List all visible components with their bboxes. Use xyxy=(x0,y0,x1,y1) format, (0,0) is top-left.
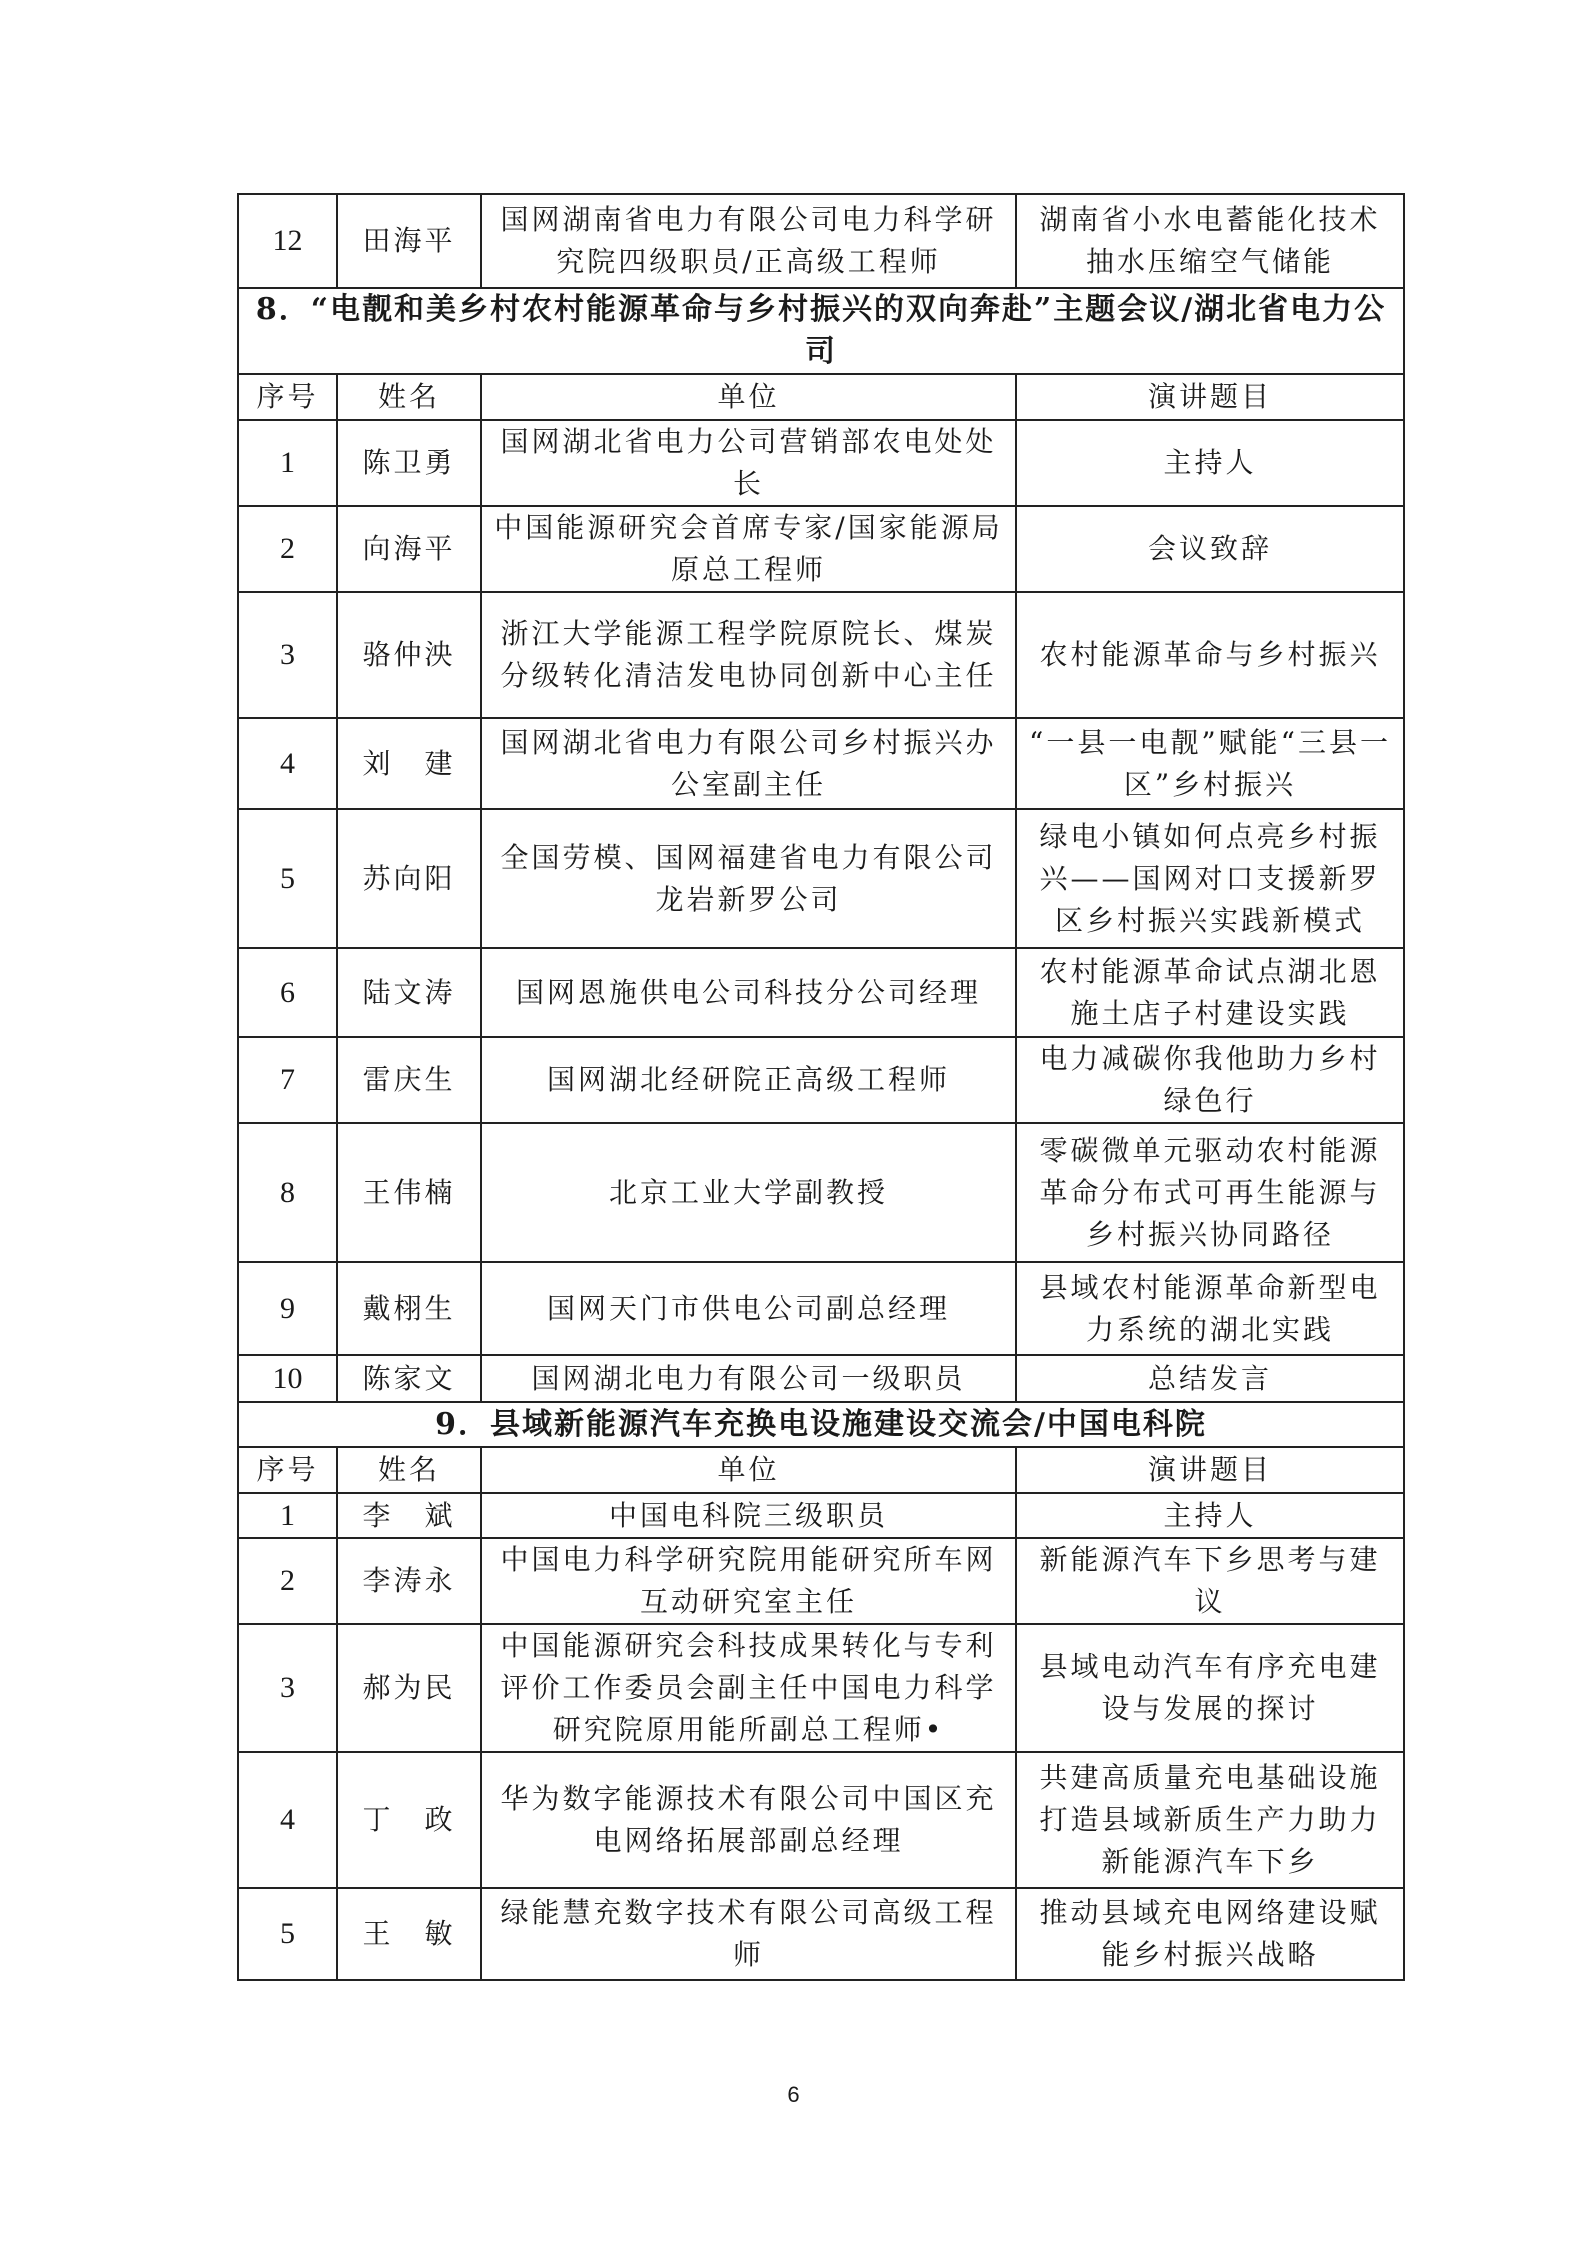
speech-topic: “一县一电靓”赋能“三县一区”乡村振兴 xyxy=(1016,718,1404,809)
row-number: 5 xyxy=(238,809,337,948)
column-header-name: 姓名 xyxy=(337,1447,481,1493)
speaker-name: 陈家文 xyxy=(337,1355,481,1402)
table-row xyxy=(238,1624,1404,1752)
speaker-name: 雷庆生 xyxy=(337,1037,481,1123)
table-row xyxy=(238,1493,1404,1538)
speaker-name: 王伟楠 xyxy=(337,1123,481,1262)
speaker-unit: 国网湖北省电力有限公司乡村振兴办公室副主任 xyxy=(481,718,1016,809)
speaker-name: 郝为民 xyxy=(337,1624,481,1752)
row-number: 9 xyxy=(238,1262,337,1355)
speaker-name: 丁 政 xyxy=(337,1752,481,1888)
section-title: 8．“电靓和美乡村农村能源革命与乡村振兴的双向奔赴”主题会议/湖北省电力公司 xyxy=(238,288,1404,374)
speaker-name: 戴栩生 xyxy=(337,1262,481,1355)
speaker-name: 王 敏 xyxy=(337,1888,481,1980)
speaker-unit: 国网湖北省电力公司营销部农电处处长 xyxy=(481,420,1016,506)
table-row xyxy=(238,194,1404,288)
speaker-unit: 中国电科院三级职员 xyxy=(481,1493,1016,1538)
speech-topic: 县域农村能源革命新型电力系统的湖北实践 xyxy=(1016,1262,1404,1355)
section-title: 9．县域新能源汽车充换电设施建设交流会/中国电科院 xyxy=(238,1402,1404,1447)
row-number: 3 xyxy=(238,592,337,718)
speech-topic: 湖南省小水电蓄能化技术抽水压缩空气储能 xyxy=(1016,194,1404,288)
speaker-unit: 中国能源研究会科技成果转化与专利评价工作委员会副主任中国电力科学研究院原用能所副总工程师• xyxy=(481,1624,1016,1752)
table-row xyxy=(238,948,1404,1037)
speech-topic: 新能源汽车下乡思考与建议 xyxy=(1016,1538,1404,1624)
speaker-unit: 国网湖北经研院正高级工程师 xyxy=(481,1037,1016,1123)
column-header-row xyxy=(238,1447,1404,1493)
row-number: 12 xyxy=(238,194,337,288)
table-row xyxy=(238,1123,1404,1262)
speaker-name: 刘 建 xyxy=(337,718,481,809)
table-body xyxy=(238,194,1404,1980)
speaker-name: 向海平 xyxy=(337,506,481,592)
column-header-unit: 单位 xyxy=(481,1447,1016,1493)
speaker-unit: 北京工业大学副教授 xyxy=(481,1123,1016,1262)
row-number: 4 xyxy=(238,718,337,809)
speech-topic: 总结发言 xyxy=(1016,1355,1404,1402)
speaker-schedule-table xyxy=(237,193,1405,1981)
column-header-no: 序号 xyxy=(238,1447,337,1493)
row-number: 6 xyxy=(238,948,337,1037)
column-header-no: 序号 xyxy=(238,374,337,420)
row-number: 2 xyxy=(238,1538,337,1624)
table-row xyxy=(238,1538,1404,1624)
row-number: 10 xyxy=(238,1355,337,1402)
row-number: 3 xyxy=(238,1624,337,1752)
row-number: 7 xyxy=(238,1037,337,1123)
section-title-row xyxy=(238,1402,1404,1447)
speech-topic: 农村能源革命试点湖北恩施土店子村建设实践 xyxy=(1016,948,1404,1037)
speaker-name: 陆文涛 xyxy=(337,948,481,1037)
speaker-name: 李 斌 xyxy=(337,1493,481,1538)
speech-topic: 共建高质量充电基础设施打造县域新质生产力助力新能源汽车下乡 xyxy=(1016,1752,1404,1888)
table-row xyxy=(238,1355,1404,1402)
column-header-row xyxy=(238,374,1404,420)
speech-topic: 农村能源革命与乡村振兴 xyxy=(1016,592,1404,718)
section-title-row xyxy=(238,288,1404,374)
speech-topic: 绿电小镇如何点亮乡村振兴——国网对口支援新罗区乡村振兴实践新模式 xyxy=(1016,809,1404,948)
column-header-topic: 演讲题目 xyxy=(1016,1447,1404,1493)
speaker-unit: 中国能源研究会首席专家/国家能源局原总工程师 xyxy=(481,506,1016,592)
speech-topic: 推动县域充电网络建设赋能乡村振兴战略 xyxy=(1016,1888,1404,1980)
column-header-topic: 演讲题目 xyxy=(1016,374,1404,420)
table-row xyxy=(238,506,1404,592)
speaker-name: 苏向阳 xyxy=(337,809,481,948)
speech-topic: 零碳微单元驱动农村能源革命分布式可再生能源与乡村振兴协同路径 xyxy=(1016,1123,1404,1262)
table-row xyxy=(238,809,1404,948)
speech-topic: 主持人 xyxy=(1016,1493,1404,1538)
speaker-unit: 华为数字能源技术有限公司中国区充电网络拓展部副总经理 xyxy=(481,1752,1016,1888)
table-row xyxy=(238,718,1404,809)
speaker-name: 骆仲泱 xyxy=(337,592,481,718)
row-number: 5 xyxy=(238,1888,337,1980)
speaker-unit: 中国电力科学研究院用能研究所车网互动研究室主任 xyxy=(481,1538,1016,1624)
row-number: 1 xyxy=(238,420,337,506)
speaker-unit: 国网湖南省电力有限公司电力科学研究院四级职员/正高级工程师 xyxy=(481,194,1016,288)
speaker-name: 田海平 xyxy=(337,194,481,288)
row-number: 1 xyxy=(238,1493,337,1538)
speaker-unit: 全国劳模、国网福建省电力有限公司龙岩新罗公司 xyxy=(481,809,1016,948)
table-row xyxy=(238,420,1404,506)
table-row xyxy=(238,1262,1404,1355)
speaker-unit: 绿能慧充数字技术有限公司高级工程师 xyxy=(481,1888,1016,1980)
speaker-name: 李涛永 xyxy=(337,1538,481,1624)
speech-topic: 县域电动汽车有序充电建设与发展的探讨 xyxy=(1016,1624,1404,1752)
speaker-unit: 国网湖北电力有限公司一级职员 xyxy=(481,1355,1016,1402)
speech-topic: 会议致辞 xyxy=(1016,506,1404,592)
column-header-name: 姓名 xyxy=(337,374,481,420)
speech-topic: 电力减碳你我他助力乡村绿色行 xyxy=(1016,1037,1404,1123)
speech-topic: 主持人 xyxy=(1016,420,1404,506)
table-row xyxy=(238,1037,1404,1123)
column-header-unit: 单位 xyxy=(481,374,1016,420)
table-row xyxy=(238,592,1404,718)
page-number: 6 xyxy=(787,2082,800,2107)
speaker-unit: 浙江大学能源工程学院原院长、煤炭分级转化清洁发电协同创新中心主任 xyxy=(481,592,1016,718)
row-number: 2 xyxy=(238,506,337,592)
speaker-unit: 国网恩施供电公司科技分公司经理 xyxy=(481,948,1016,1037)
row-number: 8 xyxy=(238,1123,337,1262)
speaker-name: 陈卫勇 xyxy=(337,420,481,506)
table-row xyxy=(238,1752,1404,1888)
speaker-unit: 国网天门市供电公司副总经理 xyxy=(481,1262,1016,1355)
table-row xyxy=(238,1888,1404,1980)
row-number: 4 xyxy=(238,1752,337,1888)
